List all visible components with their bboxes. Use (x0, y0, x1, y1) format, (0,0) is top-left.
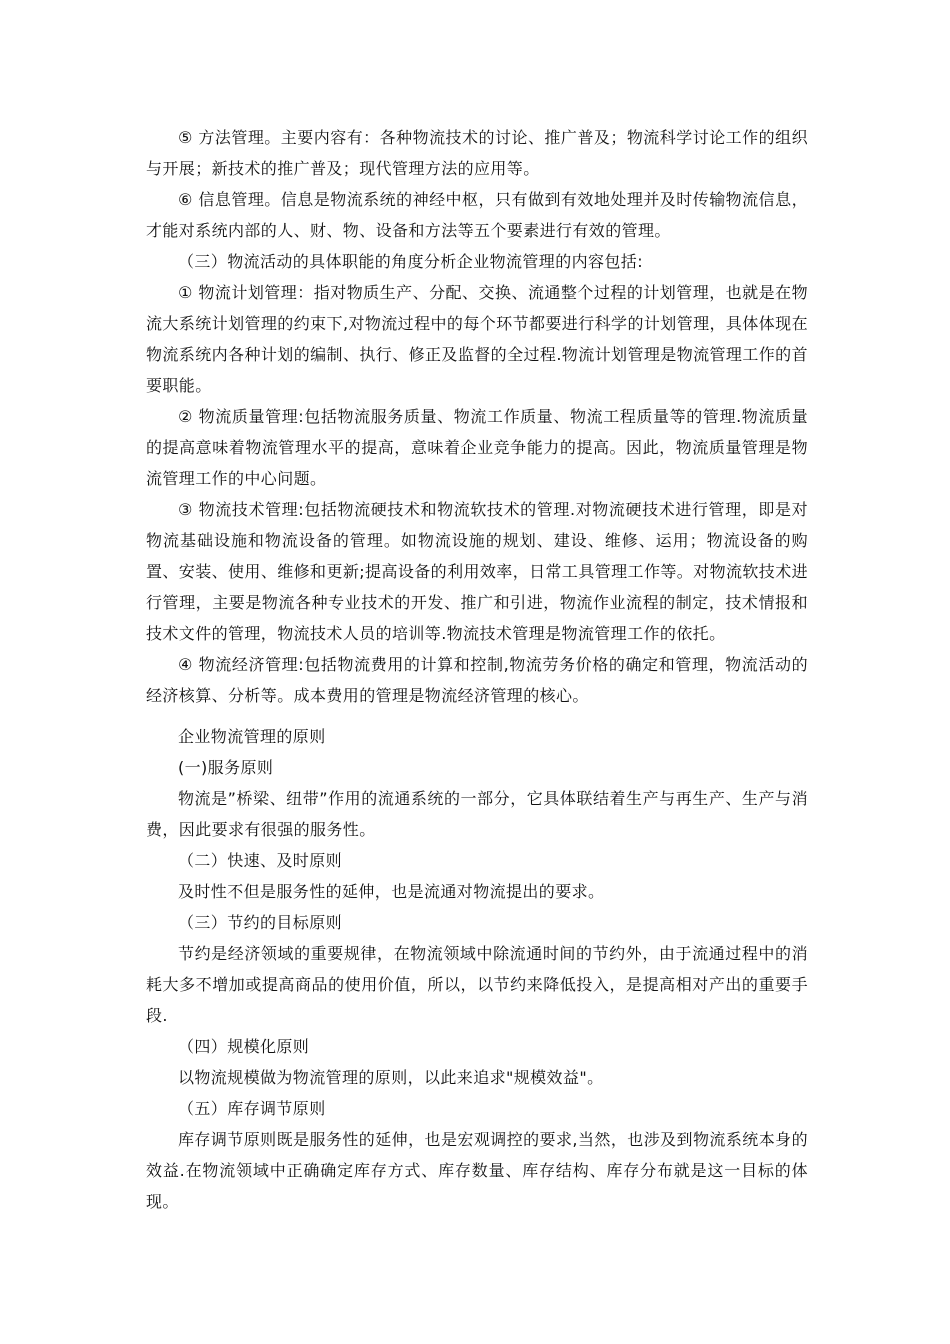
principle-economy-body: 节约是经济领域的重要规律，在物流领域中除流通时间的节约外，由于流通过程中的消耗大多不增加或提高商品的使用价值，所以，以节约来降低投入，是提高相对产出的重要手段. (146, 944, 808, 1025)
paragraph-logistics-technology: ③ 物流技术管理:包括物流硬技术和物流软技术的管理.对物流硬技术进行管理，即是对物流基础设施和物流设备的管理。如物流设施的规划、建设、维修、运用；物流设备的购置、安装、使用、维修和更新;提高设备的利用效率，日常工具管理工作等。对物流软技术进行管理，主要是物流各种专业技术的开发、推广和引进，物流作业流程的制定，技术情报和技术文件的管理，物流技术人员的培训等.物流技术管理是物流管理工作的依托。 (146, 500, 808, 643)
principle-timely-title: （二）快速、及时原则 (178, 851, 343, 870)
section-heading-logistics-functions: （三）物流活动的具体职能的角度分析企业物流管理的内容包括: (178, 252, 643, 271)
principle-inventory-body: 库存调节原则既是服务性的延伸，也是宏观调控的要求,当然，也涉及到物流系统本身的效益.在物流领域中正确确定库存方式、库存数量、库存结构、库存分布就是这一目标的体现。 (146, 1130, 808, 1211)
paragraph-logistics-quality: ② 物流质量管理:包括物流服务质量、物流工作质量、物流工程质量等的管理.物流质量的提高意味着物流管理水平的提高，意味着企业竞争能力的提高。因此，物流质量管理是物流管理工作的中心问题。 (146, 407, 808, 488)
principle-scale-body: 以物流规模做为物流管理的原则，以此来追求"规模效益"。 (178, 1068, 604, 1087)
principle-service-body: 物流是”桥梁、纽带”作用的流通系统的一部分，它具体联结着生产与再生产、生产与消费，因此要求有很强的服务性。 (146, 789, 808, 839)
document-body (146, 122, 808, 1217)
principle-service-title: (一)服务原则 (178, 758, 274, 777)
principle-scale-title: （四）规模化原则 (178, 1037, 310, 1056)
paragraph-information-management: ⑥ 信息管理。信息是物流系统的神经中枢，只有做到有效地处理并及时传输物流信息，才能对系统内部的人、财、物、设备和方法等五个要素进行有效的管理。 (146, 190, 808, 240)
paragraph-logistics-economics: ④ 物流经济管理:包括物流费用的计算和控制,物流劳务价格的确定和管理，物流活动的经济核算、分析等。成本费用的管理是物流经济管理的核心。 (146, 655, 808, 705)
principles-heading: 企业物流管理的原则 (178, 727, 326, 746)
paragraph-method-management: ⑤ 方法管理。主要内容有：各种物流技术的讨论、推广普及；物流科学讨论工作的组织与开展；新技术的推广普及；现代管理方法的应用等。 (146, 128, 808, 178)
principle-timely-body: 及时性不但是服务性的延伸，也是流通对物流提出的要求。 (178, 882, 605, 901)
principle-economy-title: （三）节约的目标原则 (178, 913, 343, 932)
paragraph-logistics-planning: ① 物流计划管理：指对物质生产、分配、交换、流通整个过程的计划管理，也就是在物流大系统计划管理的约束下,对物流过程中的每个环节都要进行科学的计划管理，具体体现在物流系统内各种计划的编制、执行、修正及监督的全过程.物流计划管理是物流管理工作的首要职能。 (146, 283, 808, 395)
principle-inventory-title: （五）库存调节原则 (178, 1099, 326, 1118)
